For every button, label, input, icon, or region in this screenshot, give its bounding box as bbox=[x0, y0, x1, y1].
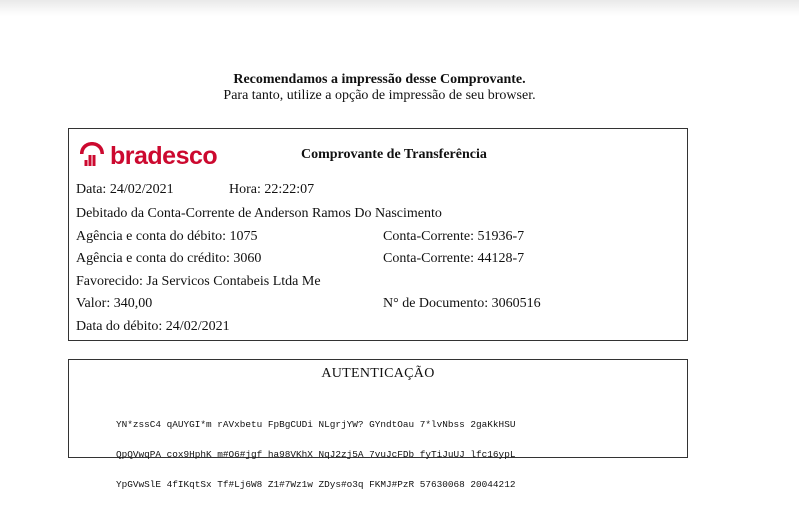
credit-account-row bbox=[76, 250, 525, 268]
debit-account: Conta-Corrente: 51936-7 bbox=[383, 229, 525, 244]
amount: Valor: 340,00 bbox=[76, 296, 153, 311]
bradesco-tree-icon bbox=[77, 139, 107, 169]
authentication-box bbox=[68, 359, 688, 490]
print-notice bbox=[0, 72, 759, 104]
credit-agency: Agência e conta do crédito: 3060 bbox=[76, 251, 262, 266]
print-instruction: Para tanto, utilize a opção de impressão de seu browser. bbox=[223, 88, 536, 103]
authentication-codes bbox=[116, 400, 515, 510]
browser-top-bar bbox=[0, 0, 799, 16]
payee: Favorecido: Ja Servicos Contabeis Ltda Me bbox=[76, 274, 321, 289]
transfer-receipt bbox=[68, 128, 688, 341]
authentication-code-line: QpQVwqPA cox9HphK m#O6#jgf ha98VKhX NqJ2zj5A 7vuJcFDb fyTiJuUJ lfc16ypL bbox=[116, 449, 516, 460]
debit-date-row bbox=[76, 318, 230, 336]
receipt-title: Comprovante de Transferência bbox=[301, 147, 487, 162]
transfer-date: Data: 24/02/2021 bbox=[76, 182, 174, 197]
brand-name: bradesco bbox=[110, 141, 218, 170]
authentication-code-line: YN*zssC4 qAUYGI*m rAVxbetu FpBgCUDi NLgrjYW? GYndtOau 7*lvNbss 2gaKkHSU bbox=[116, 419, 516, 430]
date-time-row bbox=[76, 181, 315, 199]
bradesco-logo bbox=[77, 137, 217, 171]
transfer-time: Hora: 22:22:07 bbox=[229, 182, 315, 197]
payee-row bbox=[76, 273, 321, 291]
debit-account-row bbox=[76, 228, 525, 246]
authentication-title: AUTENTICAÇÃO bbox=[321, 366, 435, 381]
debited-account-holder: Debitado da Conta-Corrente de Anderson Ramos Do Nascimento bbox=[76, 206, 442, 221]
authentication-code-line: YpGVwSlE 4fIKqtSx Tf#Lj6W8 Z1#7Wz1w ZDys#o3q FKMJ#PzR 57630068 20044212 bbox=[116, 479, 516, 490]
debit-date: Data do débito: 24/02/2021 bbox=[76, 319, 230, 334]
print-recommendation: Recomendamos a impressão desse Comprovante. bbox=[233, 72, 526, 87]
document-number: N° de Documento: 3060516 bbox=[383, 296, 541, 311]
amount-row bbox=[76, 295, 541, 313]
debit-agency: Agência e conta do débito: 1075 bbox=[76, 229, 258, 244]
credit-account: Conta-Corrente: 44128-7 bbox=[383, 251, 525, 266]
debited-row bbox=[76, 205, 442, 223]
